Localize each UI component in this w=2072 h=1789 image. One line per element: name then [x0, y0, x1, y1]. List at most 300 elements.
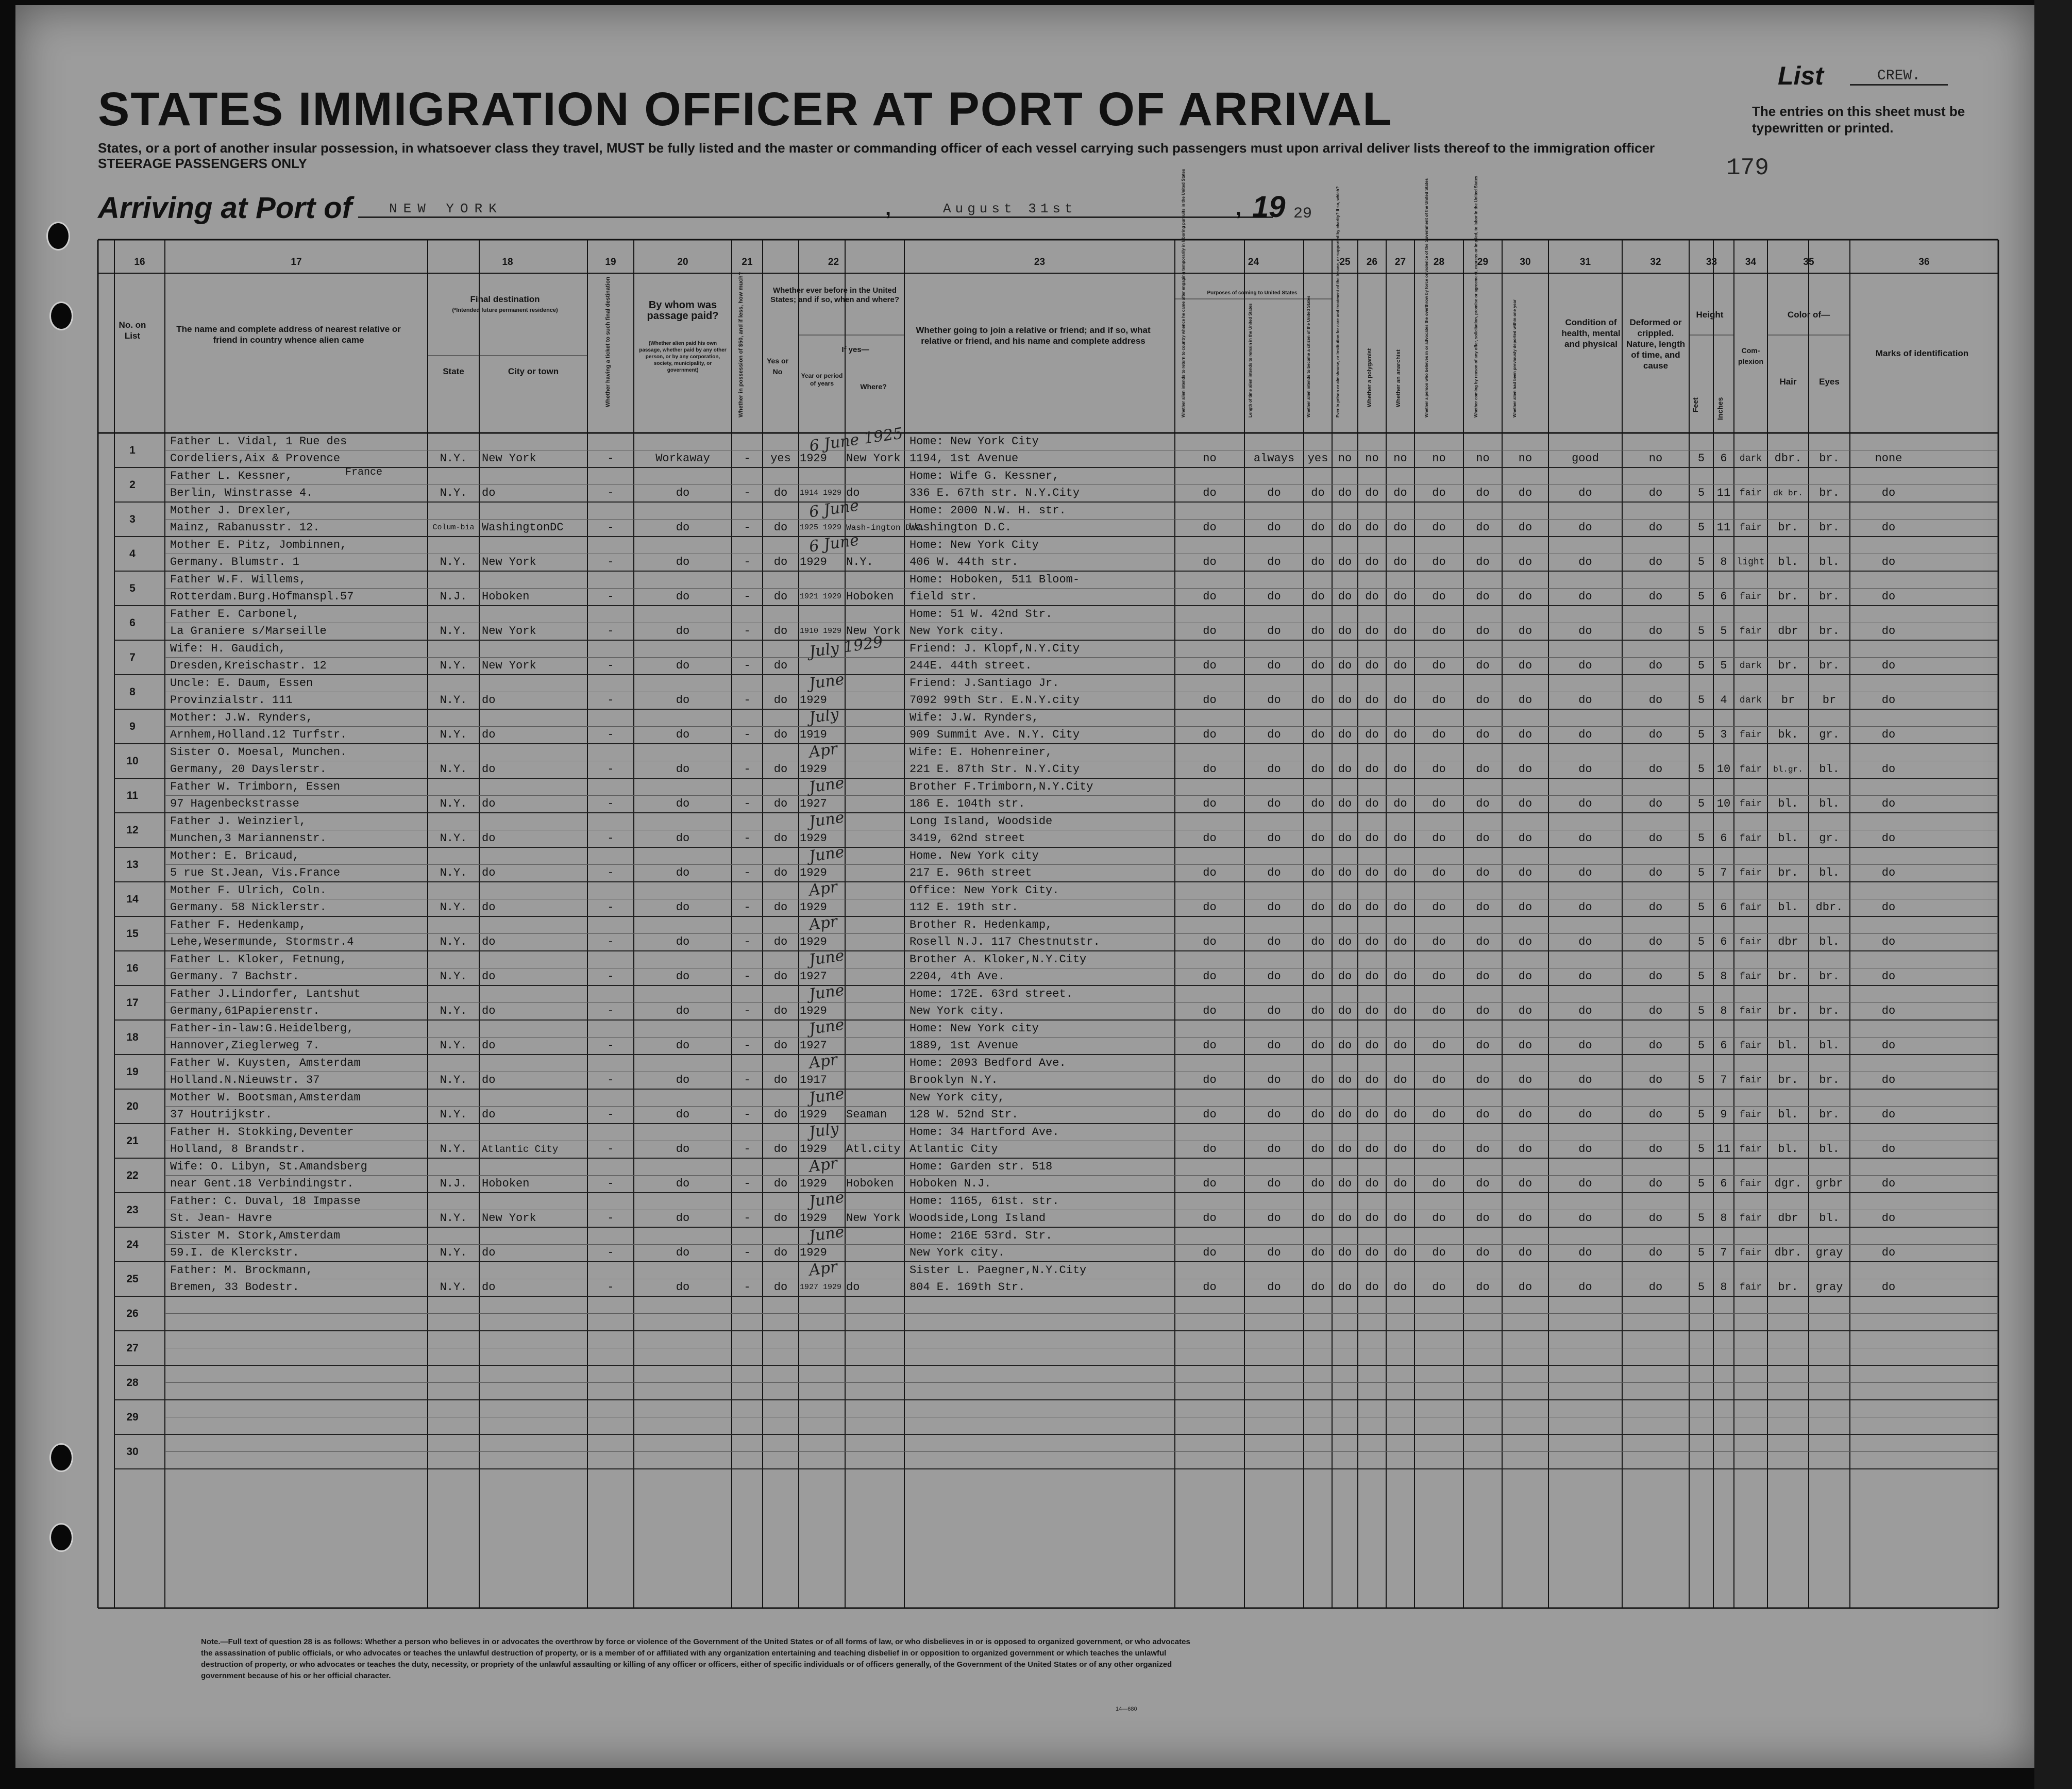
citizen-cell: do [1311, 728, 1325, 741]
eyes-cell: gray [1815, 1246, 1843, 1259]
money-cell: - [744, 1074, 751, 1086]
handwritten-annotation: June [807, 843, 846, 866]
before-in-us-cell: do [773, 832, 788, 845]
hair-cell: dbr [1778, 625, 1798, 638]
where-cell: New York [846, 625, 901, 638]
citizen-cell: do [1311, 521, 1325, 534]
row-number: 1 [129, 444, 136, 456]
complexion-cell: fair [1739, 1144, 1762, 1155]
list-value: CREW. [1850, 68, 1948, 86]
ticket-cell: - [607, 1074, 614, 1086]
marks-cell: do [1881, 1005, 1896, 1017]
health-cell: do [1578, 1108, 1592, 1121]
handwritten-annotation: June [807, 1015, 846, 1039]
state-cell: N.Y. [440, 763, 467, 776]
handwritten-annotation: June [807, 1188, 846, 1211]
deported-cell: do [1518, 728, 1532, 741]
deformed-cell: do [1648, 694, 1663, 707]
row-number: 15 [126, 928, 139, 940]
complexion-cell: fair [1739, 1006, 1762, 1016]
before-in-us-cell: do [773, 625, 788, 638]
deported-cell: do [1518, 1005, 1532, 1017]
eyes-cell: gr. [1819, 832, 1840, 845]
joining-line-1: New York city, [909, 1091, 1005, 1104]
ticket-cell: - [607, 970, 614, 983]
year-cell: 1910 1929 [800, 627, 842, 636]
citizen-cell: do [1311, 1177, 1325, 1190]
header-marks: Marks of identification [1875, 348, 1969, 358]
joining-line-1: Friend: J. Klopf,N.Y.City [909, 642, 1080, 655]
year-cell: 1927 [800, 797, 827, 810]
feet-cell: 5 [1697, 1074, 1705, 1086]
marks-cell: none [1875, 452, 1902, 465]
polygamist-cell: do [1365, 521, 1379, 534]
citizen-cell: do [1311, 763, 1325, 776]
money-cell: - [744, 935, 751, 948]
overthrow-cell: do [1432, 659, 1446, 672]
inches-cell: 11 [1716, 1143, 1731, 1156]
handwritten-annotation: June [807, 1084, 846, 1108]
header-purpose-a: Whether alien intends to return to country whence he came after engaging temporarily in laboring pursuits in the United States [1181, 169, 1186, 417]
deformed-cell: do [1648, 1074, 1663, 1086]
deported-cell: do [1518, 556, 1532, 569]
where-cell: Atl.city [846, 1143, 901, 1156]
contract-cell: do [1476, 935, 1490, 948]
before-in-us-cell: do [773, 1246, 788, 1259]
before-in-us-cell: do [773, 1143, 788, 1156]
marks-cell: do [1881, 901, 1896, 914]
feet-cell: 5 [1697, 901, 1705, 914]
row-number: 19 [126, 1066, 139, 1078]
money-cell: - [744, 866, 751, 879]
relative-line-1: Father L. Vidal, 1 Rue des [170, 435, 347, 448]
contract-cell: no [1476, 452, 1490, 465]
polygamist-cell: no [1365, 452, 1379, 465]
year-cell: 1914 1929 [800, 489, 842, 497]
joining-line-1: Brother R. Hedenkamp, [909, 918, 1053, 931]
relative-line-2: Dresden,Kreischastr. 12 [170, 659, 327, 672]
column-number: 34 [1745, 257, 1757, 267]
return-cell: do [1203, 694, 1217, 707]
column-number: 21 [742, 257, 753, 267]
money-cell: - [744, 556, 751, 569]
overthrow-cell: do [1432, 590, 1446, 603]
anarchist-cell: do [1393, 487, 1407, 499]
where-cell: Hoboken [846, 1177, 894, 1190]
anarchist-cell: do [1393, 1246, 1407, 1259]
handwritten-annotation: July [807, 705, 840, 727]
relative-line-1: Father J.Lindorfer, Lantshut [170, 988, 361, 1000]
state-cell: N.Y. [440, 935, 467, 948]
complexion-cell: fair [1739, 730, 1762, 740]
city-cell: New York [482, 659, 536, 672]
column-number: 20 [677, 257, 688, 267]
length-stay-cell: do [1267, 590, 1281, 603]
page-number: 179 [1726, 155, 1769, 181]
feet-cell: 5 [1697, 797, 1705, 810]
eyes-cell: br. [1819, 521, 1840, 534]
deported-cell: do [1518, 590, 1532, 603]
city-cell: New York [482, 452, 536, 465]
marks-cell: do [1881, 866, 1896, 879]
ticket-cell: - [607, 452, 614, 465]
handwritten-annotation: July [807, 1119, 840, 1142]
eyes-cell: bl. [1819, 1212, 1840, 1225]
row-number: 23 [126, 1204, 139, 1216]
money-cell: - [744, 728, 751, 741]
joining-line-2: Hoboken N.J. [909, 1177, 991, 1190]
prison-cell: do [1338, 1108, 1352, 1121]
deformed-cell: do [1648, 1005, 1663, 1017]
state-cell: N.Y. [440, 1108, 467, 1121]
joining-line-2: 1194, 1st Avenue [909, 452, 1019, 465]
hair-cell: dbr. [1774, 452, 1802, 465]
binding-hole [49, 1523, 73, 1552]
year-cell: 1929 [800, 1212, 827, 1225]
joining-line-1: Home: 51 W. 42nd Str. [909, 608, 1053, 621]
inches-cell: 6 [1720, 452, 1727, 465]
hair-cell: br. [1778, 590, 1798, 603]
citizen-cell: yes [1307, 452, 1328, 465]
overthrow-cell: do [1432, 1177, 1446, 1190]
city-cell: do [482, 763, 496, 776]
year-cell: 1929 [800, 763, 827, 776]
ticket-cell: - [607, 1177, 614, 1190]
citizen-cell: do [1311, 832, 1325, 845]
inches-cell: 7 [1720, 866, 1727, 879]
year-cell: 1917 [800, 1074, 827, 1086]
before-in-us-cell: do [773, 694, 788, 707]
hair-cell: bl. [1778, 556, 1798, 569]
citizen-cell: do [1311, 1005, 1325, 1017]
length-stay-cell: do [1267, 970, 1281, 983]
contract-cell: do [1476, 763, 1490, 776]
year-cell: 1921 1929 [800, 592, 842, 601]
row-number: 8 [129, 686, 136, 698]
marks-cell: do [1881, 1108, 1896, 1121]
city-cell: do [482, 901, 496, 914]
hair-cell: br. [1778, 970, 1798, 983]
deformed-cell: do [1648, 1143, 1663, 1156]
money-cell: - [744, 1177, 751, 1190]
anarchist-cell: do [1393, 728, 1407, 741]
passage-paid-cell: do [676, 763, 690, 776]
header-state: State [443, 366, 464, 376]
return-cell: do [1203, 866, 1217, 879]
prison-cell: do [1338, 1074, 1352, 1086]
money-cell: - [744, 1005, 751, 1017]
citizen-cell: do [1311, 901, 1325, 914]
passage-paid-cell: do [676, 590, 690, 603]
before-in-us-cell: do [773, 1281, 788, 1294]
citizen-cell: do [1311, 1074, 1325, 1086]
anarchist-cell: do [1393, 832, 1407, 845]
joining-line-2: 7092 99th Str. E.N.Y.city [909, 694, 1080, 707]
ticket-cell: - [607, 694, 614, 707]
passage-paid-cell: do [676, 866, 690, 879]
row-number: 22 [126, 1169, 139, 1181]
health-cell: do [1578, 556, 1592, 569]
money-cell: - [744, 970, 751, 983]
marks-cell: do [1881, 1177, 1896, 1190]
header-passage-note: (Whether alien paid his own passage, whether paid by any other person, or by any corporation, society, municipality, or government) [639, 341, 727, 373]
ticket-cell: - [607, 521, 614, 534]
before-in-us-cell: do [773, 659, 788, 672]
row-number: 4 [129, 548, 136, 560]
where-cell: Hoboken [846, 590, 894, 603]
citizen-cell: do [1311, 1212, 1325, 1225]
prison-cell: do [1338, 832, 1352, 845]
relative-line-2: St. Jean- Havre [170, 1212, 273, 1225]
ticket-cell: - [607, 935, 614, 948]
return-cell: do [1203, 1108, 1217, 1121]
joining-line-1: Home: 1165, 61st. str. [909, 1195, 1059, 1208]
state-cell: Colum-bia [432, 523, 475, 532]
page-edge [2034, 0, 2072, 1789]
handwritten-annotation: 6 June [808, 531, 861, 556]
length-stay-cell: do [1267, 832, 1281, 845]
inches-cell: 4 [1720, 694, 1727, 707]
year-cell: 1929 [800, 1246, 827, 1259]
overthrow-cell: do [1432, 1074, 1446, 1086]
joining-line-2: 217 E. 96th street [909, 866, 1032, 879]
eyes-cell: bl. [1819, 866, 1840, 879]
money-cell: - [744, 901, 751, 914]
eyes-cell: dbr. [1815, 901, 1843, 914]
relative-line-2: La Graniere s/Marseille [170, 625, 327, 638]
prison-cell: do [1338, 1246, 1352, 1259]
feet-cell: 5 [1697, 1177, 1705, 1190]
deported-cell: do [1518, 1177, 1532, 1190]
anarchist-cell: do [1393, 590, 1407, 603]
row-number: 5 [129, 582, 136, 594]
relative-line-2: Mainz, Rabanusstr. 12. [170, 521, 320, 534]
state-cell: N.Y. [440, 1039, 467, 1052]
feet-cell: 5 [1697, 452, 1705, 465]
marks-cell: do [1881, 1074, 1896, 1086]
year-cell: 1929 [800, 1143, 827, 1156]
prison-cell: do [1338, 1143, 1352, 1156]
complexion-cell: fair [1739, 937, 1762, 947]
row-number: 11 [126, 790, 139, 801]
money-cell: - [744, 452, 751, 465]
joining-line-2: 336 E. 67th str. N.Y.City [909, 487, 1080, 499]
citizen-cell: do [1311, 556, 1325, 569]
year-cell: 1929 [800, 1177, 827, 1190]
complexion-cell: fair [1739, 1075, 1762, 1085]
relative-line-1: Father F. Hedenkamp, [170, 918, 307, 931]
ticket-cell: - [607, 763, 614, 776]
passage-paid-cell: do [676, 556, 690, 569]
hair-cell: dbr [1778, 1212, 1798, 1225]
relative-line-2: Lehe,Wesermunde, Stormstr.4 [170, 935, 354, 948]
where-cell: Seaman [846, 1108, 887, 1121]
eyes-cell: bl. [1819, 797, 1840, 810]
row-number: 7 [129, 651, 136, 663]
state-cell: N.Y. [440, 659, 467, 672]
year-cell: 1919 [800, 728, 827, 741]
health-cell: do [1578, 521, 1592, 534]
form-number: 14—680 [1116, 1706, 1137, 1712]
joining-line-1: Home: 172E. 63rd street. [909, 988, 1073, 1000]
polygamist-cell: do [1365, 1108, 1379, 1121]
overthrow-cell: do [1432, 970, 1446, 983]
row-number: 13 [126, 859, 139, 871]
eyes-cell: br. [1819, 590, 1840, 603]
citizen-cell: do [1311, 797, 1325, 810]
complexion-cell: dark [1739, 695, 1762, 706]
complexion-cell: fair [1739, 1213, 1762, 1224]
deported-cell: do [1518, 1143, 1532, 1156]
header-city: City or town [508, 366, 559, 376]
return-cell: do [1203, 1074, 1217, 1086]
eyes-cell: grbr [1815, 1177, 1843, 1190]
before-in-us-cell: do [773, 556, 788, 569]
ticket-cell: - [607, 625, 614, 638]
return-cell: do [1203, 832, 1217, 845]
column-number: 29 [1477, 257, 1489, 267]
money-cell: - [744, 590, 751, 603]
inches-cell: 6 [1720, 901, 1727, 914]
year-cell: 1929 [800, 832, 827, 845]
relative-line-1: Father W. Trimborn, Essen [170, 780, 341, 793]
passage-paid-cell: do [676, 487, 690, 499]
ticket-cell: - [607, 832, 614, 845]
polygamist-cell: do [1365, 763, 1379, 776]
column-number: 22 [828, 257, 839, 267]
state-cell: N.Y. [440, 797, 467, 810]
row-number: 10 [126, 755, 139, 767]
overthrow-cell: do [1432, 1005, 1446, 1017]
header-height: Height [1696, 310, 1724, 320]
city-cell: Hoboken [482, 1177, 530, 1190]
feet-cell: 5 [1697, 625, 1705, 638]
joining-line-1: Long Island, Woodside [909, 815, 1053, 828]
deported-cell: do [1518, 970, 1532, 983]
handwritten-annotation: June [807, 1223, 846, 1246]
hair-cell: br. [1778, 866, 1798, 879]
feet-cell: 5 [1697, 1039, 1705, 1052]
inches-cell: 5 [1720, 625, 1727, 638]
feet-cell: 5 [1697, 659, 1705, 672]
anarchist-cell: do [1393, 901, 1407, 914]
ticket-cell: - [607, 1039, 614, 1052]
feet-cell: 5 [1697, 1281, 1705, 1294]
where-cell: do [846, 1281, 860, 1294]
citizen-cell: do [1311, 694, 1325, 707]
complexion-cell: fair [1739, 764, 1762, 775]
handwritten-annotation: Apr [807, 878, 839, 900]
money-cell: - [744, 659, 751, 672]
feet-cell: 5 [1697, 763, 1705, 776]
joining-line-1: Home. New York city [909, 849, 1039, 862]
before-in-us-cell: do [773, 901, 788, 914]
money-cell: - [744, 694, 751, 707]
anarchist-cell: do [1393, 1177, 1407, 1190]
relative-line-2: 59.I. de Klerckstr. [170, 1246, 299, 1259]
return-cell: do [1203, 728, 1217, 741]
complexion-cell: fair [1739, 1179, 1762, 1189]
polygamist-cell: do [1365, 625, 1379, 638]
overthrow-cell: do [1432, 625, 1446, 638]
before-in-us-cell: do [773, 1177, 788, 1190]
deformed-cell: no [1648, 452, 1663, 465]
hair-cell: dbr [1778, 935, 1798, 948]
year-cell: 1929 [800, 1108, 827, 1121]
overthrow-cell: no [1432, 452, 1446, 465]
relative-line-2: Provinzialstr. 111 [170, 694, 293, 707]
arrival-date: August 31st [902, 201, 1273, 218]
ticket-cell: - [607, 1005, 614, 1017]
city-cell: do [482, 797, 496, 810]
eyes-cell: br. [1819, 1108, 1840, 1121]
relative-line-2: Cordeliers,Aix & Provence [170, 452, 341, 465]
complexion-cell: fair [1739, 833, 1762, 844]
overthrow-cell: do [1432, 694, 1446, 707]
polygamist-cell: do [1365, 659, 1379, 672]
state-cell: N.Y. [440, 728, 467, 741]
prison-cell: do [1338, 970, 1352, 983]
hair-cell: br. [1778, 1005, 1798, 1017]
passage-paid-cell: do [676, 521, 690, 534]
before-in-us-cell: do [773, 521, 788, 534]
return-cell: do [1203, 1143, 1217, 1156]
handwritten-annotation: June [807, 981, 846, 1004]
marks-cell: do [1881, 1212, 1896, 1225]
relative-line-1: Mother J. Drexler, [170, 504, 293, 517]
row-number: 16 [126, 962, 139, 974]
marks-cell: do [1881, 728, 1896, 741]
deported-cell: do [1518, 1281, 1532, 1294]
health-cell: do [1578, 935, 1592, 948]
before-in-us-cell: yes [770, 452, 791, 465]
marks-cell: do [1881, 625, 1896, 638]
header-prison: Ever in prison or almshouse, or institution for care and treatment of the insane, or supported by charity? If so, which? [1336, 186, 1340, 417]
comma-mark: , [1236, 197, 1242, 220]
complexion-cell: fair [1739, 488, 1762, 498]
year-cell: 1929 [800, 901, 827, 914]
header-contract: Whether coming by reason of any offer, solicitation, promise or agreement, express or implied, to labor in the United States [1474, 176, 1478, 417]
state-cell: N.Y. [440, 866, 467, 879]
relative-line-2: Rotterdam.Burg.Hofmanspl.57 [170, 590, 354, 603]
joining-line-2: 909 Summit Ave. N.Y. City [909, 728, 1080, 741]
joining-line-1: Home: 216E 53rd. Str. [909, 1229, 1053, 1242]
ticket-cell: - [607, 1246, 614, 1259]
relative-line-2: Germany. 7 Bachstr. [170, 970, 299, 983]
footnote: Note.—Full text of question 28 is as follows: Whether a person who believes in or advocates the overthrow by force or violence of the Government of the United States or of all forms of law, or who disbelieves in or is opposed to organized government, or who advocates the assassination of public officials, or who advocates or teaches the unlawful destruction of property, or is a member of or affiliated with any organization entertaining and teaching disbelief in or opposition to organized government or which teaches the unlawful destruction of property, or who advocates or teaches the duty, necessity, or propriety of the unlawful assaulting or killing of any officer or officers, either of specific individuals or of officers generally, of the Government of the United States or of any other organized government because of his or her official character. [201, 1637, 1190, 1680]
relative-line-1: Mother F. Ulrich, Coln. [170, 884, 327, 897]
polygamist-cell: do [1365, 832, 1379, 845]
overthrow-cell: do [1432, 935, 1446, 948]
deformed-cell: do [1648, 521, 1663, 534]
inches-cell: 7 [1720, 1074, 1727, 1086]
money-cell: - [744, 521, 751, 534]
relative-line-2: Hannover,Zieglerweg 7. [170, 1039, 320, 1052]
joining-line-1: Home: Wife G. Kessner, [909, 470, 1059, 482]
money-cell: - [744, 763, 751, 776]
eyes-cell: br. [1819, 970, 1840, 983]
length-stay-cell: do [1267, 763, 1281, 776]
complexion-cell: light [1737, 557, 1765, 567]
joining-line-2: New York city. [909, 1246, 1005, 1259]
eyes-cell: br. [1819, 1074, 1840, 1086]
row-number: 30 [126, 1446, 139, 1458]
joining-line-1: Home: Garden str. 518 [909, 1160, 1053, 1173]
inches-cell: 9 [1720, 1108, 1727, 1121]
eyes-cell: bl. [1819, 1143, 1840, 1156]
column-number: 28 [1433, 257, 1445, 267]
return-cell: do [1203, 590, 1217, 603]
